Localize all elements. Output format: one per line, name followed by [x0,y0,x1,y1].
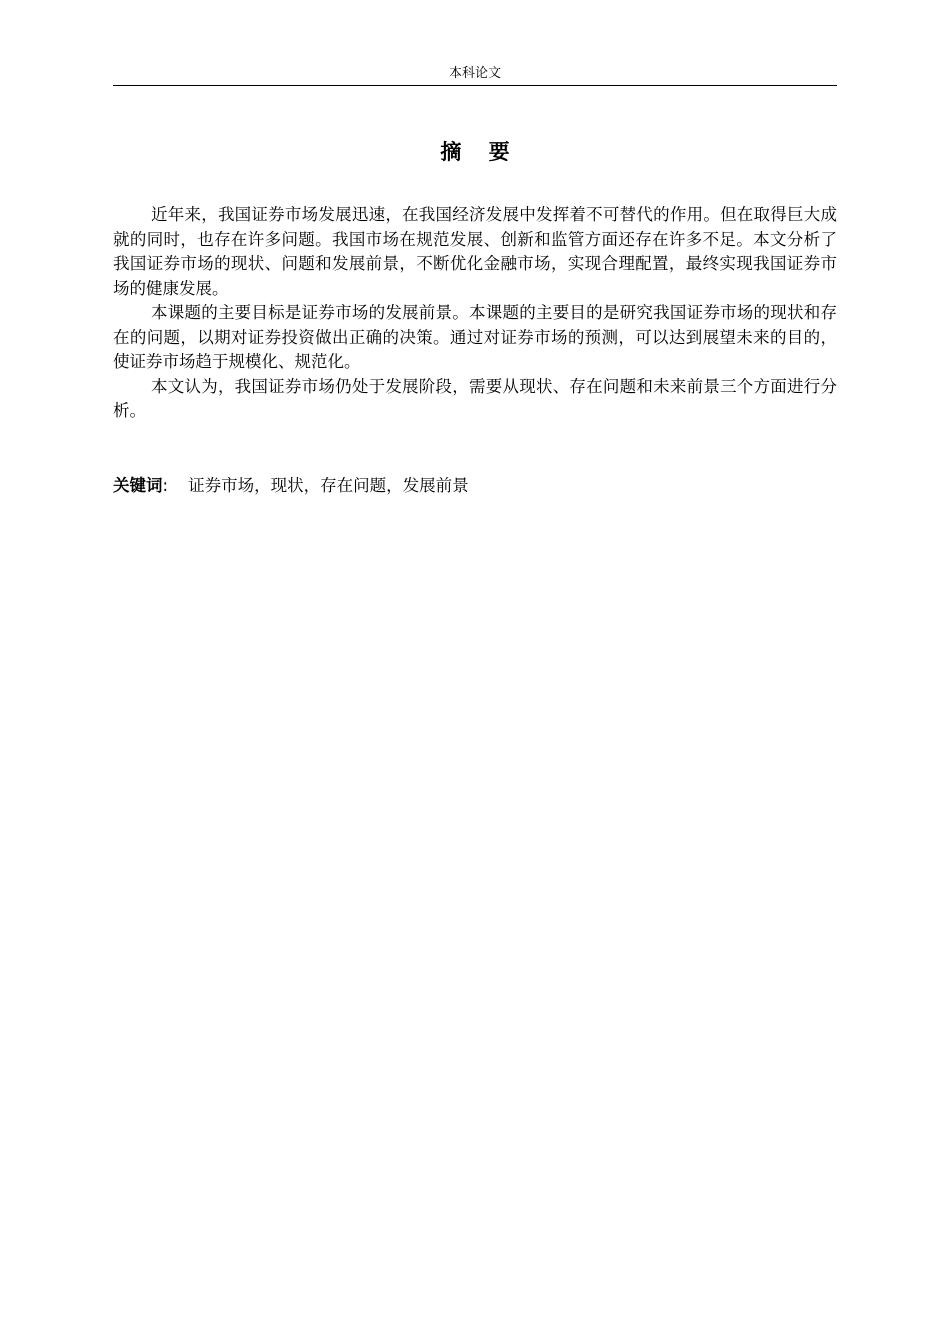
header-rule [113,85,837,86]
keywords-line [113,474,837,498]
abstract-paragraph: 近年来，我国证券市场发展迅速，在我国经济发展中发挥着不可替代的作用。但在取得巨大成就的同时，也存在许多问题。我国市场在规范发展、创新和监管方面还存在许多不足。本文分析了我国证券市场的现状、问题和发展前景，不断优化金融市场，实现合理配置，最终实现我国证券市场的健康发展。 [113,205,837,298]
abstract-paragraph: 本课题的主要目标是证券市场的发展前景。本课题的主要目的是研究我国证券市场的现状和存在的问题，以期对证券投资做出正确的决策。通过对证券市场的预测，可以达到展望未来的目的，使证券市场趋于规模化、规范化。 [113,303,837,371]
abstract-body [113,203,837,424]
abstract-paragraph: 本文认为，我国证券市场仍处于发展阶段，需要从现状、存在问题和未来前景三个方面进行分析。 [113,376,837,420]
abstract-title: 摘 要 [440,140,520,164]
keywords-text: 证券市场，现状，存在问题，发展前景 [188,476,469,495]
running-header: 本科论文 [448,66,501,81]
keywords-colon: : [162,476,169,495]
keywords-label: 关键词 [113,476,163,495]
